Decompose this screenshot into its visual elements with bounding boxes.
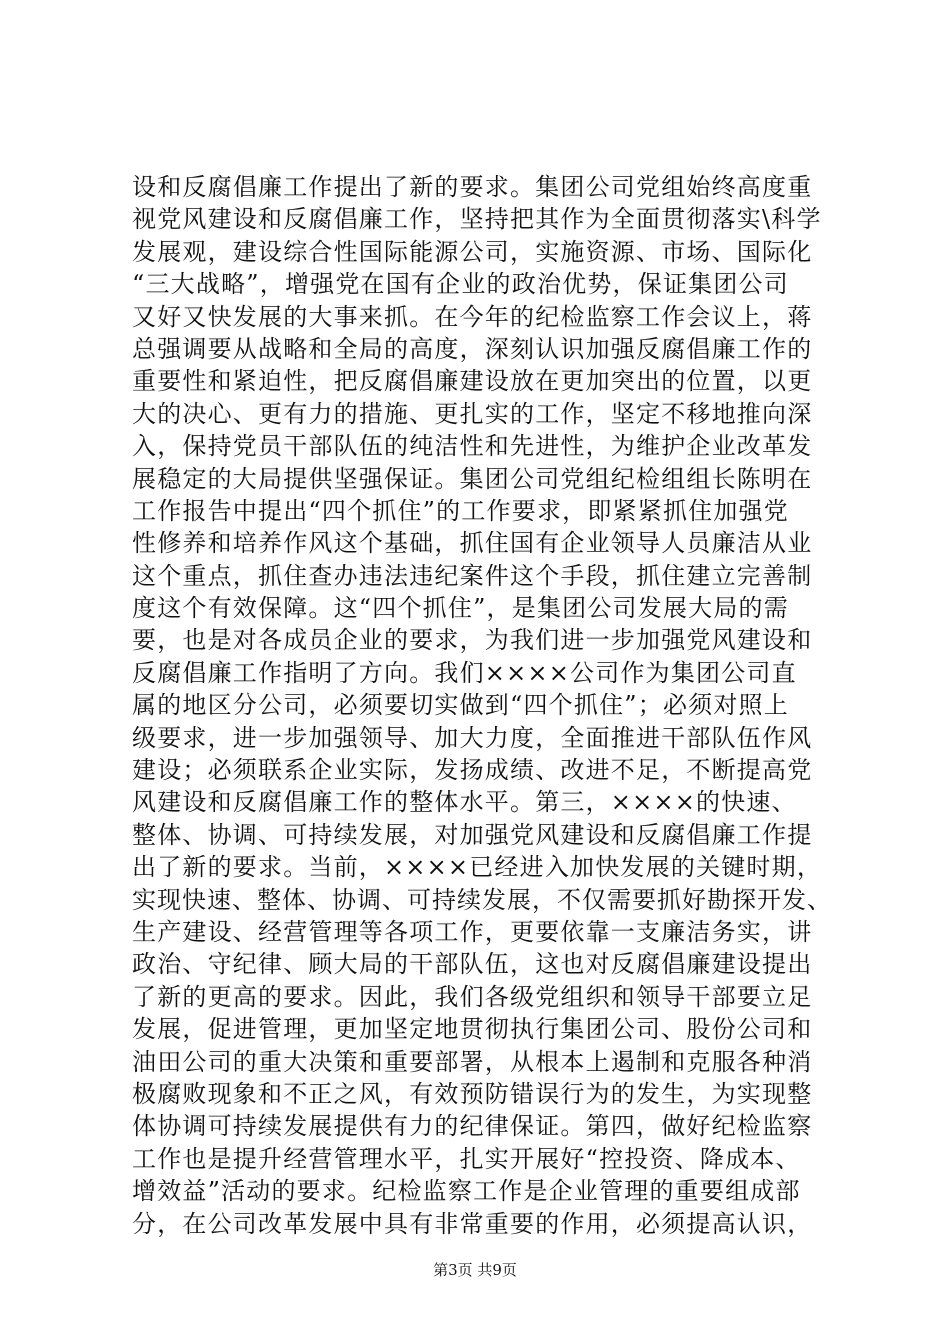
page-footer: 第3页 共9页 xyxy=(433,1261,517,1279)
text-line: “三大战略”，增强党在国有企业的政治优势，保证集团公司 xyxy=(132,270,789,299)
text-line: 生产建设、经营管理等各项工作，更要依靠一支廉洁务实，讲 xyxy=(132,917,813,946)
text-line: 大的决心、更有力的措施、更扎实的工作，坚定不移地推向深 xyxy=(132,399,813,428)
text-line: 出了新的要求。当前，××××已经进入加快发展的关键时期， xyxy=(132,853,823,882)
text-line: 政治、守纪律、顾大局的干部队伍，这也对反腐倡廉建设提出 xyxy=(132,950,813,979)
text-line: 又好又快发展的大事来抓。在今年的纪检监察工作会议上，蒋 xyxy=(132,302,813,331)
text-line: 工作报告中提出“四个抓住”的工作要求，即紧紧抓住加强党 xyxy=(132,496,789,525)
text-line: 实现快速、整体、协调、可持续发展，不仅需要抓好勘探开发、 xyxy=(132,885,832,914)
text-line: 这个重点，抓住查办违法违纪案件这个手段，抓住建立完善制 xyxy=(132,561,813,590)
text-line: 工作也是提升经营管理水平，扎实开展好“控投资、降成本、 xyxy=(132,1144,801,1173)
text-line: 增效益”活动的要求。纪检监察工作是企业管理的重要组成部 xyxy=(132,1177,801,1206)
text-line: 发展观，建设综合性国际能源公司，实施资源、市场、国际化 xyxy=(132,237,813,266)
text-line: 建设；必须联系企业实际，发扬成绩、改进不足，不断提高党 xyxy=(132,756,813,785)
text-line: 极腐败现象和不正之风，有效预防错误行为的发生，为实现整 xyxy=(132,1079,813,1108)
text-line: 整体、协调、可持续发展，对加强党风建设和反腐倡廉工作提 xyxy=(132,820,813,849)
text-line: 度这个有效保障。这“四个抓住”，是集团公司发展大局的需 xyxy=(132,594,789,623)
text-line: 视党风建设和反腐倡廉工作，坚持把其作为全面贯彻落实\科学 xyxy=(132,205,822,234)
text-line: 重要性和紧迫性，把反腐倡廉建设放在更加突出的位置，以更 xyxy=(132,367,813,396)
text-line: 发展，促进管理，更加坚定地贯彻执行集团公司、股份公司和 xyxy=(132,1015,813,1044)
text-line: 体协调可持续发展提供有力的纪律保证。第四，做好纪检监察 xyxy=(132,1112,813,1141)
text-line: 总强调要从战略和全局的高度，深刻认识加强反腐倡廉工作的 xyxy=(132,334,813,363)
text-line: 入，保持党员干部队伍的纯洁性和先进性，为维护企业改革发 xyxy=(132,432,813,461)
text-line: 展稳定的大局提供坚强保证。集团公司党组纪检组组长陈明在 xyxy=(132,464,813,493)
text-line: 油田公司的重大决策和重要部署，从根本上遏制和克服各种消 xyxy=(132,1047,813,1076)
text-line: 设和反腐倡廉工作提出了新的要求。集团公司党组始终高度重 xyxy=(132,173,813,201)
text-line: 了新的更高的要求。因此，我们各级党组织和领导干部要立足 xyxy=(132,982,813,1011)
text-line: 风建设和反腐倡廉工作的整体水平。第三，××××的快速、 xyxy=(132,788,797,817)
text-line: 要，也是对各成员企业的要求，为我们进一步加强党风建设和 xyxy=(132,626,813,655)
text-line: 属的地区分公司，必须要切实做到“四个抓住”；必须对照上 xyxy=(132,691,789,720)
text-line: 性修养和培养作风这个基础，抓住国有企业领导人员廉洁从业 xyxy=(132,529,813,558)
text-line: 分，在公司改革发展中具有非常重要的作用，必须提高认识， xyxy=(132,1209,813,1238)
text-line: 反腐倡廉工作指明了方向。我们××××公司作为集团公司直 xyxy=(132,658,797,687)
body-text xyxy=(132,171,832,1240)
text-line: 级要求，进一步加强领导、加大力度，全面推进干部队伍作风 xyxy=(132,723,813,752)
